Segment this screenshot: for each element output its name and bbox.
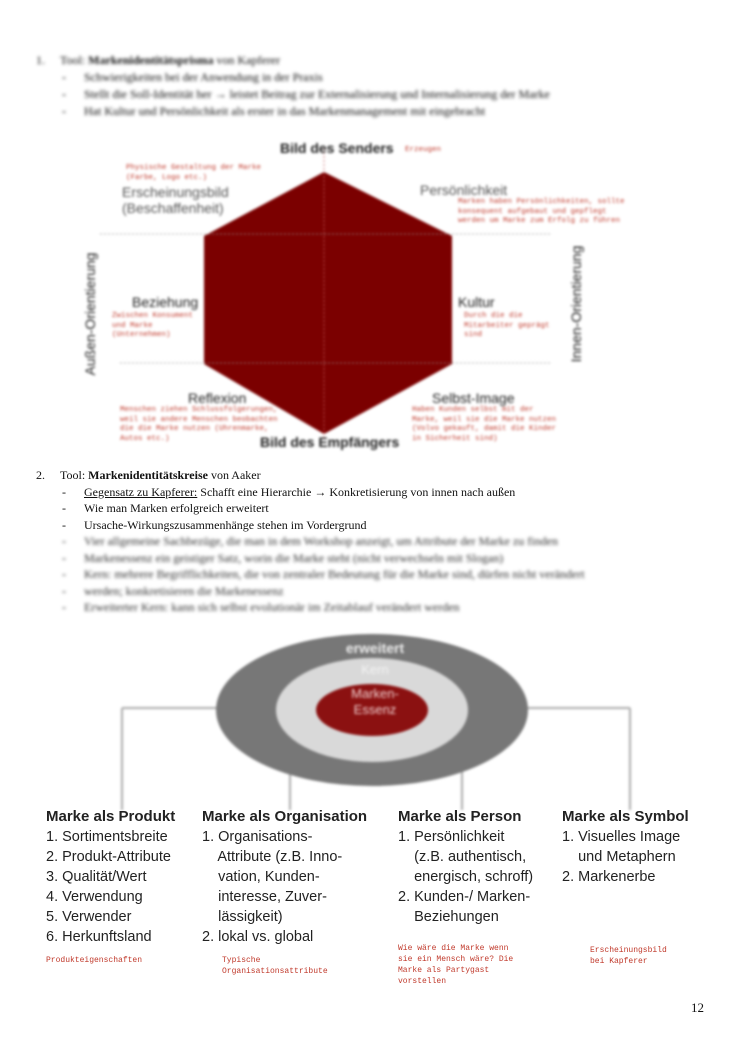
section1-title-suffix: von Kapferer bbox=[213, 53, 281, 67]
column-note: Produkteigenschaften bbox=[46, 956, 143, 965]
column-note: Erscheinungsbild bei Kapferer bbox=[590, 946, 667, 966]
persoenlichkeit-label: Persönlichkeit bbox=[420, 182, 508, 198]
column-title: Marke als Organisation bbox=[202, 808, 368, 825]
section1-bullets bbox=[36, 69, 726, 120]
column-item: 5. Verwender bbox=[46, 909, 132, 925]
erscheinungsbild-note: Physische Gestaltung der Marke (Farbe, Logo etc.) bbox=[126, 164, 262, 182]
column-item: 1. Persönlichkeit bbox=[398, 829, 505, 845]
kultur-label: Kultur bbox=[458, 294, 495, 310]
section1-heading bbox=[36, 52, 726, 69]
column-item: 4. Verwendung bbox=[46, 889, 143, 905]
section2-bullet: - Wie man Marken erfolgreich erweitert bbox=[84, 500, 726, 517]
section2-title-suffix: von Aaker bbox=[207, 468, 261, 482]
column-title: Marke als Symbol bbox=[562, 808, 689, 825]
column-item: vation, Kunden- bbox=[202, 869, 320, 885]
column-title: Marke als Produkt bbox=[46, 808, 176, 825]
section1-title-prefix: Tool: bbox=[60, 53, 89, 67]
beziehung-label: Beziehung bbox=[132, 294, 199, 310]
section2-bullet: - Ursache-Wirkungszusammenhänge stehen im Vordergrund bbox=[84, 517, 726, 534]
reflexion-label: Reflexion bbox=[188, 390, 247, 406]
column-note: Typische Organisationsattribute bbox=[222, 956, 328, 976]
aaker-outer-label: erweitert bbox=[345, 640, 405, 656]
page-number: 12 bbox=[691, 1000, 704, 1015]
section2-bullet: - Kern: mehrere Begrifflichkeiten, die von zentraler Bedeutung für die Marke sind, dürfen nicht verändert bbox=[84, 566, 726, 583]
section2-blurred-bullets bbox=[36, 533, 726, 616]
section2-number: 2. bbox=[36, 468, 45, 482]
aaker-inner-label: Marken- Essenz bbox=[351, 686, 399, 717]
column-item: 2. lokal vs. global bbox=[202, 929, 314, 945]
column-item: energisch, schroff) bbox=[398, 869, 534, 885]
identity-prism bbox=[80, 138, 680, 458]
section2-bullet: - Markenessenz ein geistiger Satz, worin die Marke steht (nicht verwechseln mit Slogan) bbox=[84, 550, 726, 567]
section1-title-bold: Markenidentitätsprisma bbox=[88, 53, 214, 67]
section2-bullet: - Erweiterter Kern: kann sich selbst evolutionär im Zeitablauf verändert werden bbox=[84, 599, 726, 616]
column-item: 2. Produkt-Attribute bbox=[46, 849, 171, 865]
column-item: 6. Herkunftsland bbox=[46, 929, 152, 945]
column-symbol bbox=[562, 808, 726, 967]
beziehung-note: Zwischen Konsument und Marke (Unternehmen) bbox=[112, 312, 194, 339]
column-item: 2. Markenerbe bbox=[562, 869, 656, 885]
section2-bullet-continuation: - werden; konkretisieren die Markenessenz bbox=[84, 583, 726, 600]
column-item: 1. Sortimentsbreite bbox=[46, 829, 168, 845]
aaker-middle-label: Kern bbox=[361, 662, 389, 677]
right-axis-label: Innen-Orientierung bbox=[568, 245, 584, 363]
column-item: lässigkeit) bbox=[202, 909, 283, 925]
section2-bullet: - Vier allgemeine Sachbezüge, die man in dem Workshop anzeigt, um Attribute der Marke zu finden bbox=[84, 533, 726, 550]
section2-contrast-label: Gegensatz zu Kapferer: bbox=[84, 484, 198, 499]
column-item: interesse, Zuver- bbox=[202, 889, 327, 905]
column-item: 2. Kunden-/ Marken- bbox=[398, 889, 531, 905]
persoenlichkeit-note: Marken haben Persönlichkeiten, sollte konsequent aufgebaut und gepflegt werden um Marke zum Erfolg zu führen bbox=[458, 198, 625, 225]
column-note: Wie wäre die Marke wenn sie ein Mensch wäre? Die Marke als Partygast vorstellen bbox=[398, 944, 514, 986]
section1-bullet: - Stellt die Soll-Identität her → leistet Beitrag zur Externalisierung und Internalisierung der Marke bbox=[84, 86, 726, 103]
section1-bullet: - Schwierigkeiten bei der Anwendung in der Praxis bbox=[84, 69, 726, 86]
section2-bullet bbox=[84, 484, 726, 501]
selbst-image-label: Selbst-Image bbox=[432, 390, 515, 406]
column-item: 3. Qualität/Wert bbox=[46, 869, 147, 885]
section1-number: 1. bbox=[36, 53, 45, 67]
section2-heading bbox=[36, 467, 726, 484]
prism-top-title: Bild des Senders bbox=[280, 140, 394, 156]
reflexion-note: Menschen ziehen Schlussfolgerungen, weil sie andere Menschen beobachten die die Marke nutzen (Uhrenmarke, Autos etc.) bbox=[120, 406, 278, 443]
section1 bbox=[36, 52, 726, 120]
section2-title-bold: Markenidentitätskreise bbox=[88, 468, 208, 482]
section2 bbox=[36, 467, 726, 616]
column-title: Marke als Person bbox=[398, 808, 522, 825]
section2-contrast-text: Schafft eine Hierarchie → Konkretisierung von innen nach außen bbox=[197, 484, 516, 499]
prism-top-note: Erzeugen bbox=[405, 146, 442, 154]
column-item: Beziehungen bbox=[398, 909, 499, 925]
left-axis-label: Außen-Orientierung bbox=[82, 252, 98, 376]
column-item: Attribute (z.B. Inno- bbox=[202, 849, 343, 865]
column-person bbox=[398, 808, 568, 987]
erscheinungsbild-label: Erscheinungsbild (Beschaffenheit) bbox=[122, 184, 229, 216]
section2-title-prefix: Tool: bbox=[60, 468, 89, 482]
column-item: 1. Visuelles Image bbox=[562, 829, 681, 845]
section1-bullet: - Hat Kultur und Persönlichkeit als erster in das Markenmanagement mit eingebracht bbox=[84, 103, 726, 120]
selbst-image-note: Haben Kunden selbst mit der Marke, weil sie die Marke nutzen (Volvo gekauft, damit die Kinder in Sicherheit sind) bbox=[412, 406, 557, 443]
section2-bullets bbox=[36, 484, 726, 534]
kultur-note: Durch die die Mitarbeiter geprägt sind bbox=[464, 312, 550, 339]
column-produkt bbox=[46, 808, 206, 966]
prism-bottom-title: Bild des Empfängers bbox=[260, 434, 400, 450]
column-item: 1. Organisations- bbox=[202, 829, 313, 845]
column-item: und Metaphern bbox=[562, 849, 676, 865]
aaker-circles bbox=[0, 620, 750, 810]
column-organisation bbox=[202, 808, 392, 977]
column-item: (z.B. authentisch, bbox=[398, 849, 527, 865]
